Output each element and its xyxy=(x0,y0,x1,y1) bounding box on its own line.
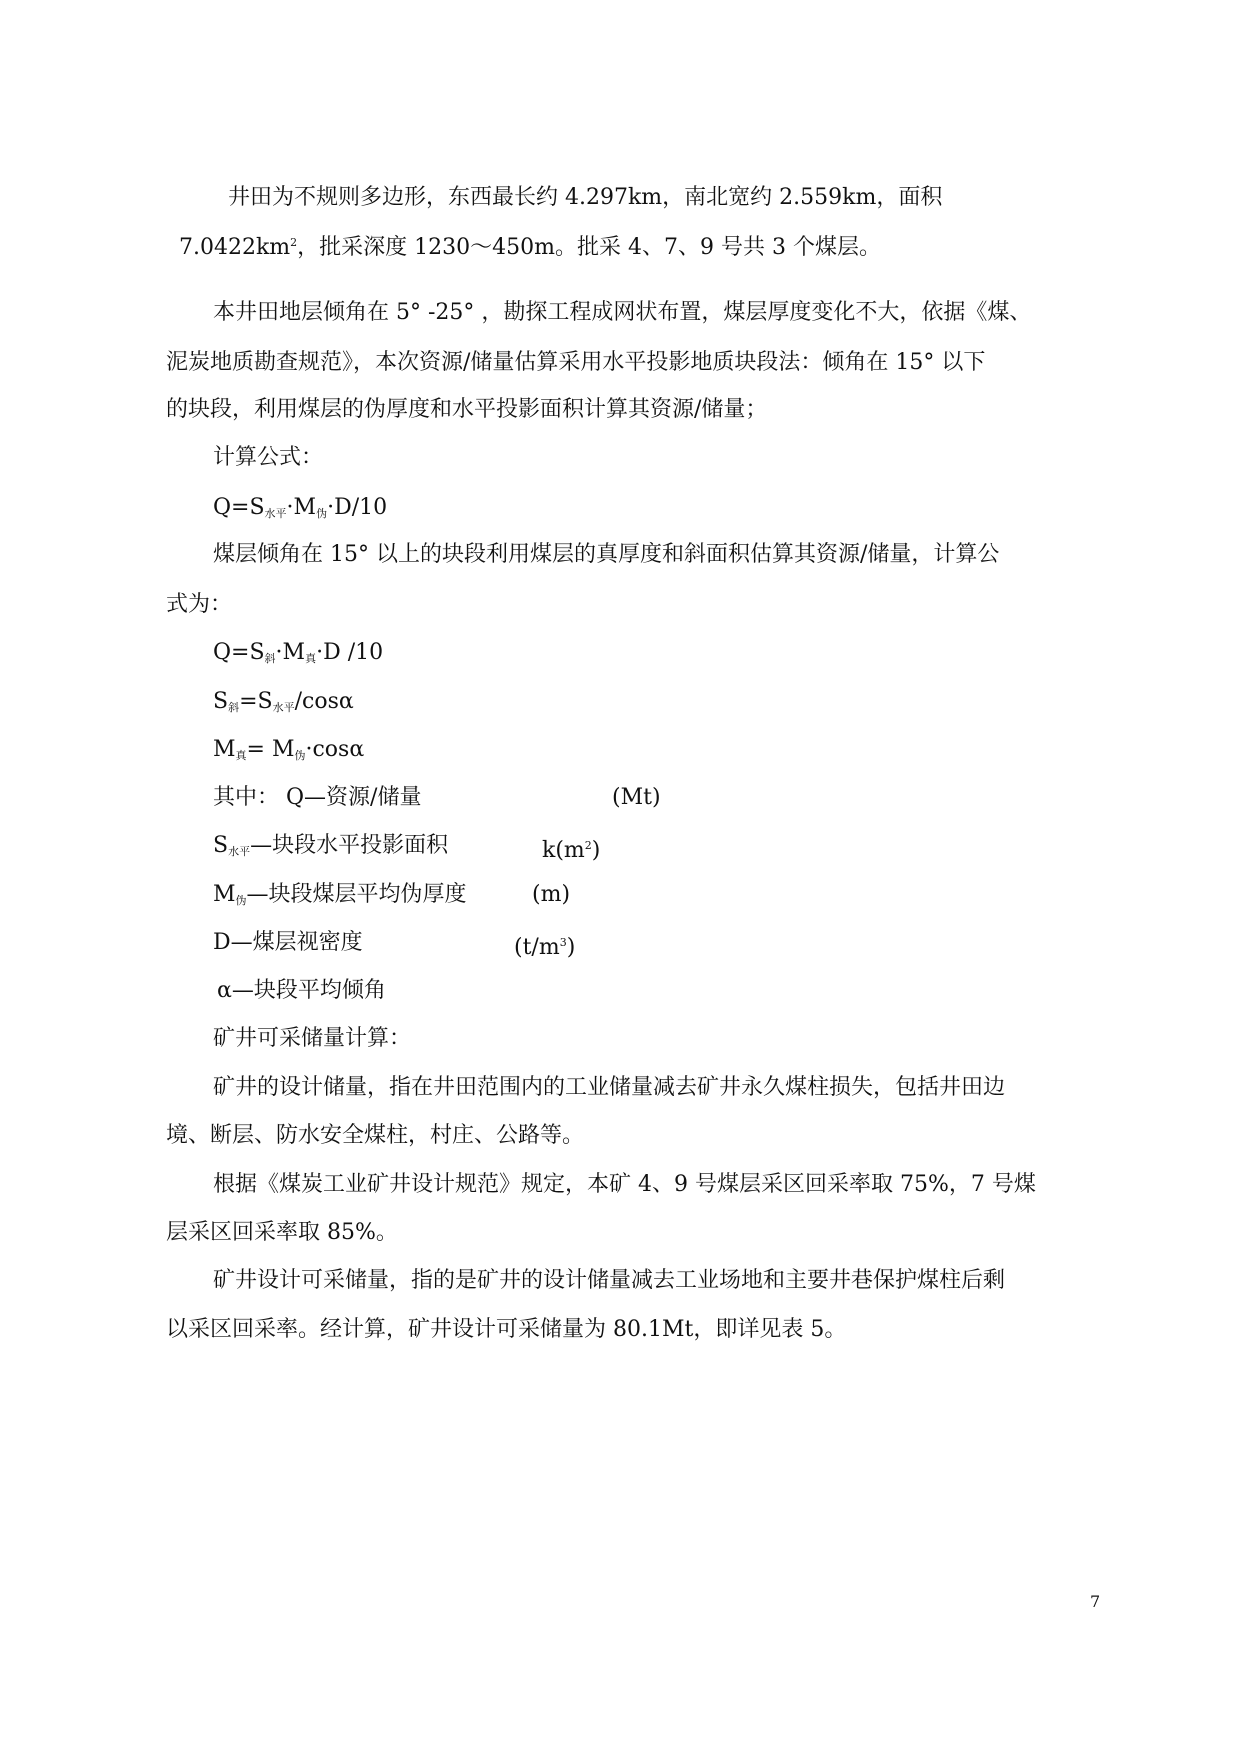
definition-d: D—煤层视密度 xyxy=(213,930,363,955)
paragraph-3-line-2: 式为： xyxy=(166,592,233,617)
paragraph-1-line-2: $7.0422km^2$，批采深度 1230～450m。批采 4、7、9 号共 3 个煤层。 xyxy=(179,235,881,260)
formula-s-inclined: $S_斜=S_{水平}$/cosα xyxy=(213,689,354,714)
definition-m-pseudo: $M_伪—$块段煤层平均伪厚度 xyxy=(213,882,467,907)
paragraph-5-line-1: 根据《煤炭工业矿井设计规范》规定，本矿 4、9 号煤层采区回采率取 75%，7 号煤 xyxy=(213,1172,1036,1197)
formula-m-true: $M_真= M_伪\cdot\cos\alpha$ xyxy=(213,737,365,762)
definition-alpha: α—块段平均倾角 xyxy=(217,978,386,1003)
paragraph-1-line-1: 井田为不规则多边形，东西最长约 4.297km，南北宽约 2.559km，面积 xyxy=(228,185,943,210)
definition-d-unit: $(t/m^3)$ xyxy=(514,935,576,960)
definition-q-unit: (Mt) xyxy=(612,785,661,810)
definition-s-unit: $k(m^2)$ xyxy=(542,838,601,863)
paragraph-6-line-1: 矿井设计可采储量，指的是矿井的设计储量减去工业场地和主要井巷保护煤柱后剩 xyxy=(213,1268,1006,1293)
paragraph-4-line-1: 矿井的设计储量，指在井田范围内的工业储量减去矿井永久煤柱损失，包括井田边 xyxy=(213,1075,1006,1100)
paragraph-2-line-2: 泥炭地质勘查规范》，本次资源/储量估算采用水平投影地质块段法：倾角在 15° 以下 xyxy=(166,350,986,375)
paragraph-4-line-2: 境、断层、防水安全煤柱，村庄、公路等。 xyxy=(166,1123,585,1148)
definition-q: 其中： Q—资源/储量 xyxy=(213,785,422,810)
definition-s-horizontal: $S_{水平}—$块段水平投影面积 xyxy=(213,833,449,858)
definition-m-unit: (m) xyxy=(532,882,571,907)
recoverable-reserves-label: 矿井可采储量计算： xyxy=(213,1026,412,1051)
paragraph-5-line-2: 层采区回采率取 85%。 xyxy=(166,1220,398,1245)
formula-q-inclined: $Q=S_斜\cdot M_真\cdot D$ /10 xyxy=(213,640,384,665)
formula-q-horizontal: $Q=S_{水平}\cdot M_伪\cdot D/10$ xyxy=(213,495,388,520)
paragraph-2-line-3: 的块段，利用煤层的伪厚度和水平投影面积计算其资源/储量； xyxy=(166,397,768,422)
page-number: 7 xyxy=(1090,1592,1101,1611)
calc-formula-label: 计算公式： xyxy=(213,445,324,470)
paragraph-6-line-2: 以采区回采率。经计算，矿井设计可采储量为 80.1Mt，即详见表 5。 xyxy=(166,1317,847,1342)
paragraph-2-line-1: 本井田地层倾角在 5° -25° ，勘探工程成网状布置，煤层厚度变化不大，依据《煤、 xyxy=(213,300,1032,325)
paragraph-3-line-1: 煤层倾角在 15° 以上的块段利用煤层的真厚度和斜面积估算其资源/储量，计算公 xyxy=(213,542,1000,567)
